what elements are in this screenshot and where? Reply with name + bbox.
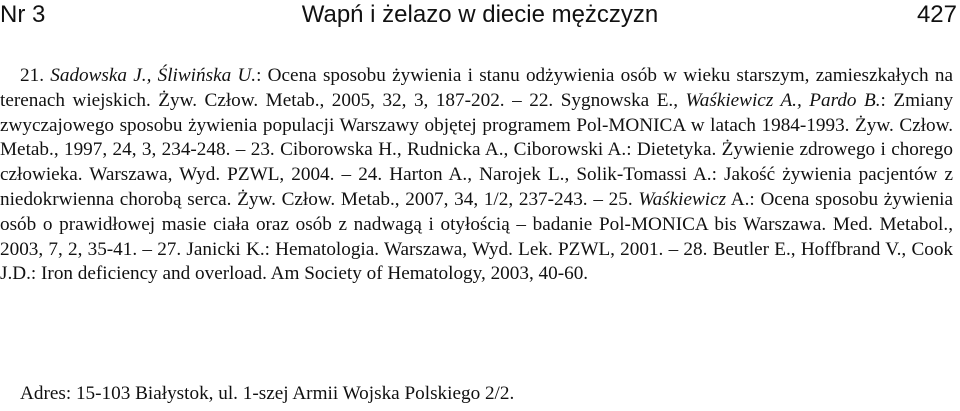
ref-25-number: 25. [608,188,633,210]
ref-22-authors-italic: Waśkiewicz A., Pardo B. [685,89,881,111]
ref-22-authors: Sygnowska E., [560,89,679,111]
page-number: 427 [916,1,957,28]
ref-25-authors-italic: Waśkiewicz [638,188,727,210]
ref-27-number: 27. [157,238,182,260]
ref-24-text: Harton A., Narojek L., Solik-Tomassi A.: Jakość żywienia pacjentów z niedokrwienna chorobą serca. Żyw. Człow. Metab., 2007, 34, 1/2, 237-243. [0,164,954,210]
ref-23-number: 23. [250,139,275,161]
reference-paragraph [0,64,953,287]
ref-21-text: : Ocena sposobu żywienia i stanu odżywienia osób w wieku starszym, zamieszkałych na terenach wiejskich. Żyw. Człow. Metab., 2005, 32, 3, 187-202. [0,65,953,111]
ref-25-text: A.: Ocena sposobu żywienia osób o prawidłowej masie ciała oraz osób z nadwagą i otyłością – badanie Pol-MONICA bis Warszawa. Med. Metabol., 2003, 7, 2, 35-41. [0,188,954,260]
ref-21-authors: Sadowska J., Śliwińska U. [50,65,257,86]
running-header [0,0,960,34]
running-title: Wapń i żelazo w diecie mężczyzn [301,1,659,28]
ref-28-text: Beutler E., Hoffbrand V., Cook J.D.: Iron deficiency and overload. Am Society of Hematology, 2003, 40-60. [0,238,954,285]
ref-24-number: 24. [358,164,383,186]
author-address: Adres: 15-103 Białystok, ul. 1-szej Armii Wojska Polskiego 2/2. [20,383,515,404]
issue-number: Nr 3 [0,1,46,28]
ref-22-text: : Zmiany zwyczajowego sposobu żywienia populacji Warszawy objętej programem Pol-MONICA w latach 1984-1993. Żyw. Człow. Metab., 1997, 24, 3, 234-248. [0,89,954,161]
dash: – [512,89,522,111]
ref-28-number: 28. [683,238,708,260]
dash: – [235,139,246,161]
ref-22-number: 22. [529,89,554,111]
dash: – [668,238,679,260]
dash: – [142,238,152,260]
dash: – [341,164,352,186]
ref-21-number: 21. [20,65,44,86]
dash: – [593,188,603,210]
ref-23-text: Ciborowska H., Rudnicka A., Ciborowski A.: Dietetyka. Żywienie zdrowego i chorego człowieka. Warszawa, Wyd. PZWL, 2004. [0,139,953,186]
reference-list [0,64,953,287]
ref-27-text: Janicki K.: Hematologia. Warszawa, Wyd. Lek. PZWL, 2001. [186,238,664,260]
